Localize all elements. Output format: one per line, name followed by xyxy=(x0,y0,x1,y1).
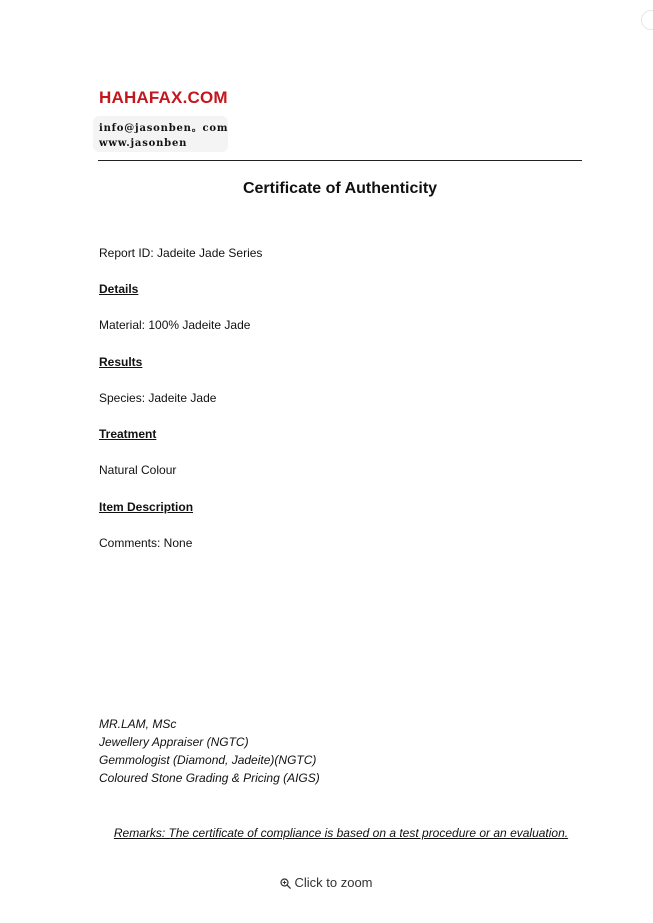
zoom-label[interactable]: Click to zoom xyxy=(294,875,373,890)
contact-email: info@jasonben。com xyxy=(99,123,229,134)
results-heading: Results xyxy=(99,355,143,369)
header-divider xyxy=(98,160,582,161)
comments-line: Comments: None xyxy=(99,536,193,550)
treatment-heading: Treatment xyxy=(99,427,157,441)
signatory-name: MR.LAM, MSc xyxy=(99,717,177,731)
remarks-note: Remarks: The certificate of compliance is based on a test procedure or an evaluation. xyxy=(113,826,569,840)
item-description-heading: Item Description xyxy=(99,500,194,514)
certificate-title: Certificate of Authenticity xyxy=(242,180,438,197)
signatory-role: Gemmologist (Diamond, Jadeite)(NGTC) xyxy=(99,753,317,767)
contact-website: www.jasonben xyxy=(99,138,188,149)
zoom-in-icon[interactable] xyxy=(280,877,291,892)
material-line: Material: 100% Jadeite Jade xyxy=(99,318,251,332)
signatory-role: Jewellery Appraiser (NGTC) xyxy=(99,735,249,749)
brand-logo-text: HAHAFAX.COM xyxy=(99,88,228,107)
signatory-role: Coloured Stone Grading & Pricing (AIGS) xyxy=(99,771,320,785)
treatment-line: Natural Colour xyxy=(99,463,177,477)
report-id: Report ID: Jadeite Jade Series xyxy=(99,246,263,260)
species-line: Species: Jadeite Jade xyxy=(99,391,217,405)
corner-circle-icon xyxy=(641,10,653,30)
details-heading: Details xyxy=(99,282,139,296)
click-to-zoom-button[interactable] xyxy=(0,875,653,892)
